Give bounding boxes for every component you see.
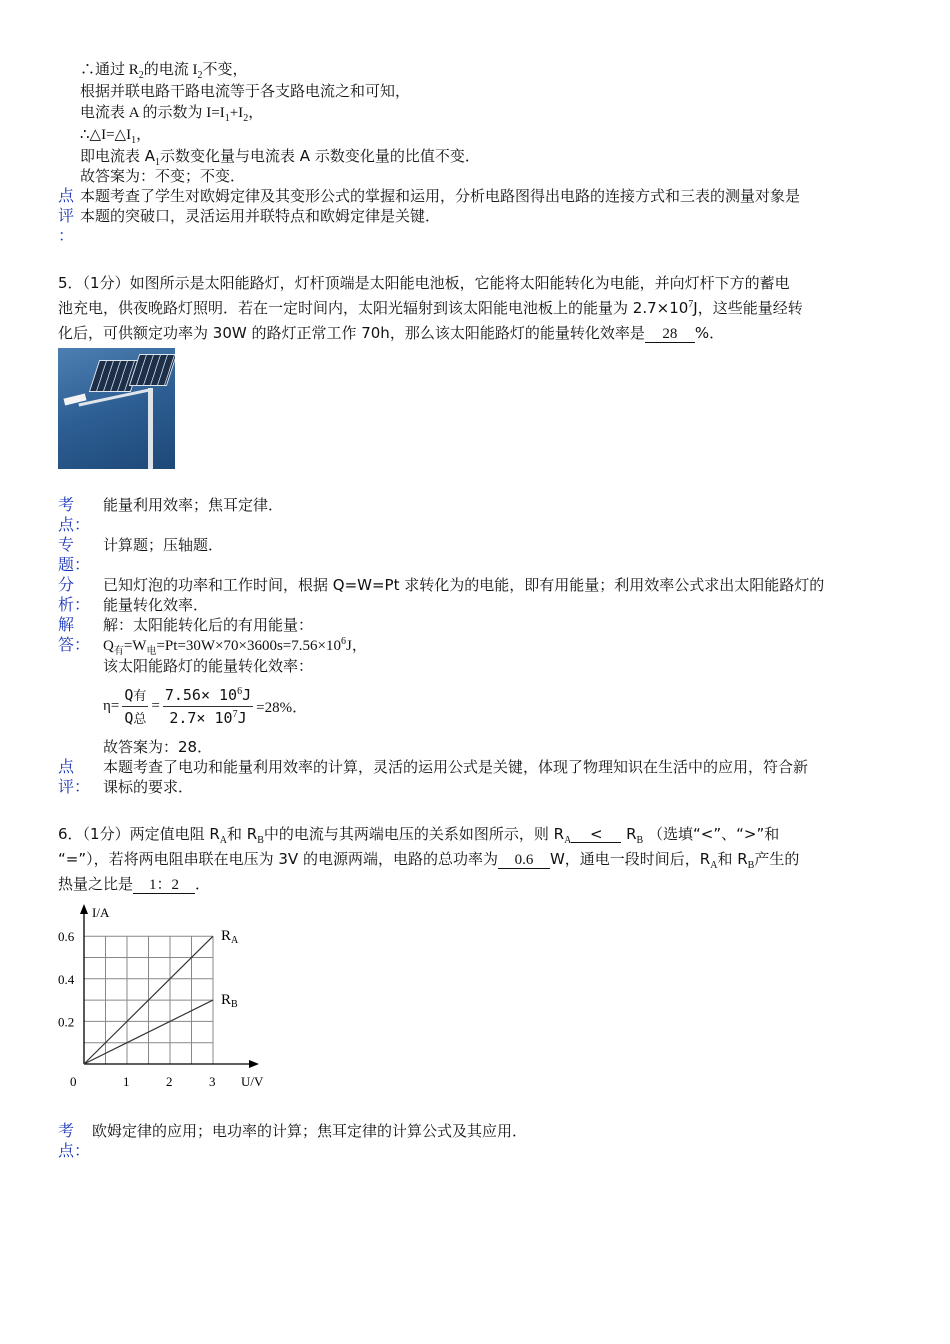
comment-text: 本题的突破口，灵活运用并联特点和欧姆定律是关键．: [80, 207, 441, 225]
subscript: 有: [113, 646, 124, 657]
final-answer: 故答案为：28．: [103, 738, 213, 756]
section-label: 评：: [58, 777, 91, 796]
x-axis-arrow-icon: [249, 1060, 259, 1068]
superscript: 7: [232, 708, 238, 720]
solution: 该太阳能路灯的能量转化效率：: [103, 657, 314, 675]
text: ，: [136, 127, 152, 143]
text: 的电流 I: [143, 62, 198, 78]
analysis: 能量转化效率．: [103, 596, 209, 614]
section-label: 点：: [58, 1141, 91, 1160]
text: 化后，可供额定功率为 30W 的路灯正常工作 70h，那么该太阳能路灯的能量转化效率是: [58, 324, 645, 342]
text: Q: [124, 685, 134, 704]
text: 示数变化量与电流表 A 示数变化量的比值不变．: [160, 147, 480, 165]
text: 热量之比是: [58, 875, 134, 893]
superscript: 6: [340, 636, 346, 647]
denominator: [122, 709, 148, 727]
series-label-subscript: A: [231, 935, 239, 947]
series-label: $R_A$: [221, 928, 239, 947]
text: %．: [694, 324, 725, 342]
text: “=”），若将两电阻串联在电压为 3V 的电源两端，电路的总功率为: [58, 850, 498, 868]
subscript: B: [636, 835, 644, 846]
denominator: [167, 709, 248, 727]
efficiency-formula: [103, 678, 307, 734]
x-axis-label: U/V: [241, 1074, 264, 1089]
subscript: 总: [133, 711, 147, 727]
comment-text: 课标的要求．: [103, 778, 194, 796]
question-6-text: [58, 849, 799, 869]
comment-label: 评: [58, 206, 75, 225]
question-5-text: [58, 323, 724, 343]
text: ∴△I=△I: [80, 127, 132, 143]
text: ∴通过 R: [80, 62, 139, 78]
series-label: $R_B$: [221, 992, 238, 1011]
subscript: 2: [243, 113, 249, 124]
section-label: 答：: [58, 635, 91, 654]
text: 2.7× 10: [169, 708, 233, 727]
subscript: A: [219, 835, 228, 846]
section-label: 考: [58, 1121, 75, 1140]
text: =W: [123, 638, 147, 654]
question-5-text: 5．（1分）如图所示是太阳能路灯，灯杆顶端是太阳能电池板，它能将太阳能转化为电能，并向灯杆下方的蓄电: [58, 274, 790, 292]
text: J: [237, 708, 247, 727]
section-label: 题：: [58, 555, 91, 574]
solution-line: 根据并联电路干路电流等于各支路电流之和可知，: [80, 82, 411, 100]
section-label: 点: [58, 757, 75, 776]
section-label: 点：: [58, 515, 91, 534]
numerator: [163, 686, 253, 704]
superscript: 6: [237, 685, 243, 697]
subscript: 1: [131, 135, 137, 146]
answer-blank: 28: [645, 326, 695, 343]
y-tick-label: 0.4: [58, 971, 75, 987]
text: 电流表 A 的示数为 I=I: [80, 105, 225, 121]
section-label: 专: [58, 535, 75, 554]
section-label: 分: [58, 575, 75, 594]
y-tick-label: 0.6: [58, 929, 75, 945]
comment-text: 本题考查了学生对欧姆定律及其变形公式的掌握和运用，分析电路图得出电路的连接方式和三表的测量对象是: [80, 187, 801, 205]
x-tick-label: 3: [209, 1074, 216, 1089]
answer-blank: <: [571, 826, 621, 843]
knowledge-point: 欧姆定律的应用；电功率的计算；焦耳定律的计算公式及其应用．: [92, 1122, 528, 1140]
subscript: 2: [197, 70, 203, 81]
text: 7.56× 10: [164, 685, 238, 704]
x-tick-label: 0: [70, 1074, 77, 1089]
x-tick-label: 2: [166, 1074, 173, 1089]
comment-label: 点: [58, 186, 75, 205]
x-tick-label: 1: [123, 1074, 130, 1089]
text: 池充电，供夜晚路灯照明．若在一定时间内，太阳光辐射到该太阳能电池板上的能量为 2.7×10: [58, 299, 689, 317]
numerator: [122, 686, 148, 704]
series-label-subscript: B: [231, 999, 238, 1011]
answer-blank: 0.6: [498, 852, 550, 869]
question-5-text: [58, 298, 803, 318]
current-voltage-chart: [55, 900, 275, 1095]
text: Q: [103, 638, 114, 654]
topic: 计算题；压轴题．: [103, 536, 224, 554]
fraction-bar: [122, 706, 148, 707]
comment-label: ：: [58, 226, 75, 245]
text: 产生的: [754, 850, 800, 868]
solution-line: [80, 60, 248, 80]
subscript: 1: [155, 157, 161, 168]
subscript: 1: [224, 113, 230, 124]
fraction: [163, 686, 253, 727]
knowledge-point: 能量利用效率；焦耳定律．: [103, 496, 284, 514]
text: Q: [124, 708, 134, 727]
question-6-text: [58, 824, 779, 844]
text: （选填“<”、“>”和: [648, 825, 780, 843]
text: J，这些能量经转: [693, 299, 803, 317]
text: J，: [345, 638, 367, 654]
subscript: 有: [133, 688, 147, 704]
section-label: 考: [58, 495, 75, 514]
y-tick-label: 0.2: [58, 1014, 75, 1030]
superscript: 7: [688, 299, 694, 310]
solar-street-light-image: [58, 348, 175, 469]
text: 和 R: [717, 850, 748, 868]
text: =28%．: [256, 699, 308, 716]
text: 即电流表 A: [80, 147, 156, 165]
question-6-text: [58, 874, 210, 894]
subscript: A: [564, 835, 572, 846]
analysis: 已知灯泡的功率和工作时间，根据 Q=W=Pt 求转化为的电能，即有用能量；利用效率公式求出太阳能路灯的: [103, 576, 825, 594]
text: J: [242, 685, 252, 704]
solution-line: [80, 103, 263, 123]
section-label: 解: [58, 615, 75, 634]
subscript: B: [747, 860, 755, 871]
y-axis-label: I/A: [92, 905, 110, 920]
solution: [103, 636, 367, 656]
text: 不变，: [202, 62, 248, 78]
fraction: [122, 686, 148, 727]
text: η=: [103, 697, 120, 714]
y-axis-arrow-icon: [80, 904, 88, 914]
fraction-bar: [163, 706, 253, 707]
text: 中的电流与其两端电压的关系如图所示，则 R: [263, 825, 565, 843]
text: W，通电一段时间后，R: [549, 850, 711, 868]
text: ．: [195, 875, 211, 893]
text: 6．（1分）两定值电阻 R: [58, 825, 220, 843]
comment-text: 本题考查了电功和能量利用效率的计算，灵活的运用公式是关键，体现了物理知识在生活中的应用，符合新: [103, 758, 809, 776]
solution-line: [80, 125, 151, 145]
text: ，: [248, 105, 264, 121]
subscript: A: [710, 860, 718, 871]
solution-line: [80, 146, 480, 166]
text: R: [626, 825, 637, 843]
text: +I: [229, 105, 244, 121]
text: 和 R: [227, 825, 258, 843]
solution-line: 故答案为：不变；不变．: [80, 167, 246, 185]
solution: 解：太阳能转化后的有用能量：: [103, 616, 314, 634]
subscript: B: [257, 835, 264, 846]
answer-blank: 1：2: [133, 877, 195, 894]
text: =: [151, 697, 160, 714]
subscript: 电: [146, 646, 157, 657]
section-label: 析：: [58, 595, 91, 614]
text: =Pt=30W×70×3600s=7.56×10: [156, 638, 341, 654]
subscript: 2: [138, 70, 144, 81]
